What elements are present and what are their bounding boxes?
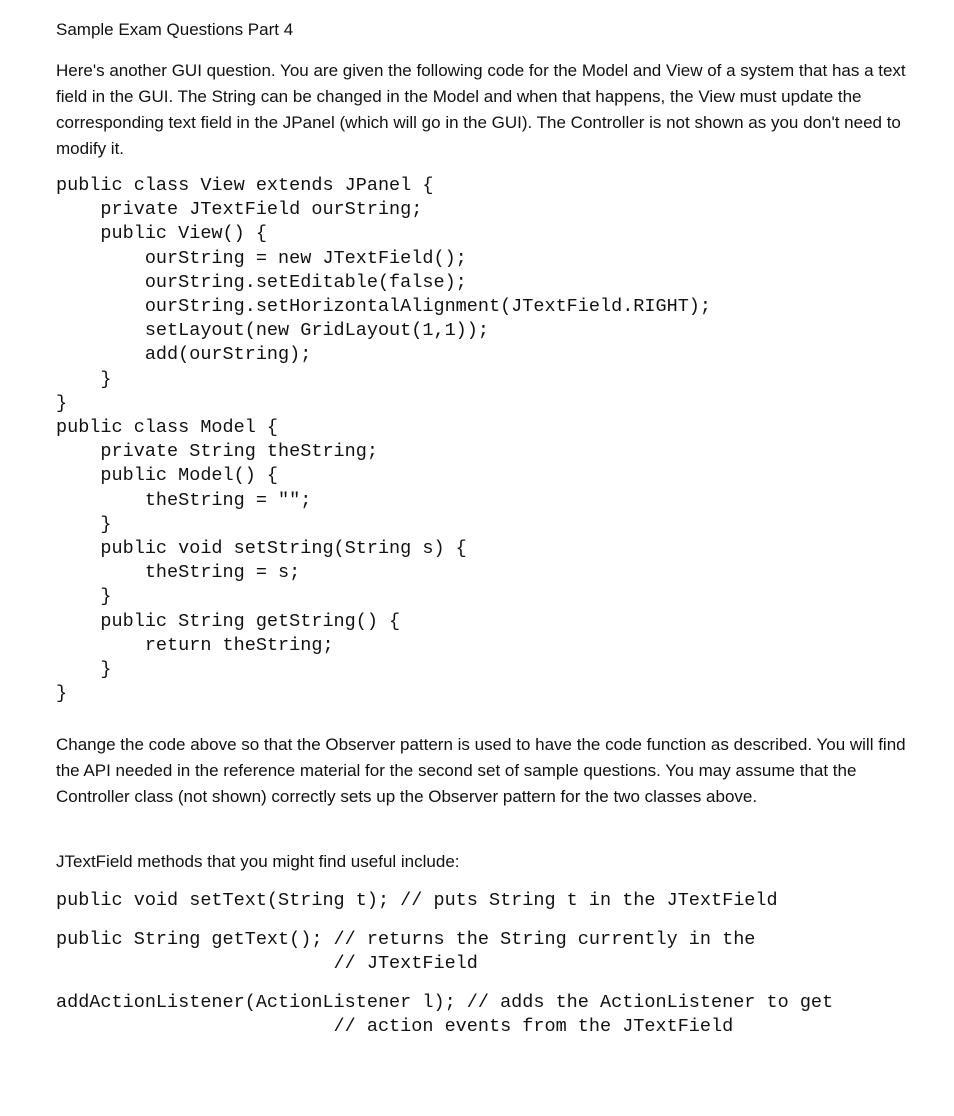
document-title: Sample Exam Questions Part 4 <box>56 20 294 39</box>
instructions-paragraph: Change the code above so that the Observer pattern is used to have the code function as described. You will find the API needed in the reference material for the second set of sample questions. You may assume that the Controller class (not shown) correctly sets up the Observer pattern for the two classes above. <box>56 735 906 806</box>
intro-paragraph: Here's another GUI question. You are given the following code for the Model and View of a system that has a text field in the GUI. The String can be changed in the Model and when that happens, the View must update the corresponding text field in the JPanel (which will go in the GUI). The Controller is not shown as you don't need to modify it. <box>56 61 906 158</box>
method-settext: public void setText(String t); // puts String t in the JTextField <box>56 890 778 911</box>
method-gettext: public String getText(); // returns the String currently in the // JTextField <box>56 929 756 975</box>
code-listing: public class View extends JPanel { private JTextField ourString; public View() { ourString = new JTextField(); ourString.setEditable(false); ourString.setHorizontalAlignment(JTextField.RIGHT); setLayout(new GridLayout(1,1)); add(ourString); } } public class Model { private String theString; public Model() { theString = ""; } public void setString(String s) { theString = s; } public String getString() { return theString; } } <box>56 175 712 705</box>
method-addactionlistener: addActionListener(ActionListener l); // adds the ActionListener to get // action events from the JTextField <box>56 992 834 1038</box>
methods-intro: JTextField methods that you might find useful include: <box>56 852 460 871</box>
